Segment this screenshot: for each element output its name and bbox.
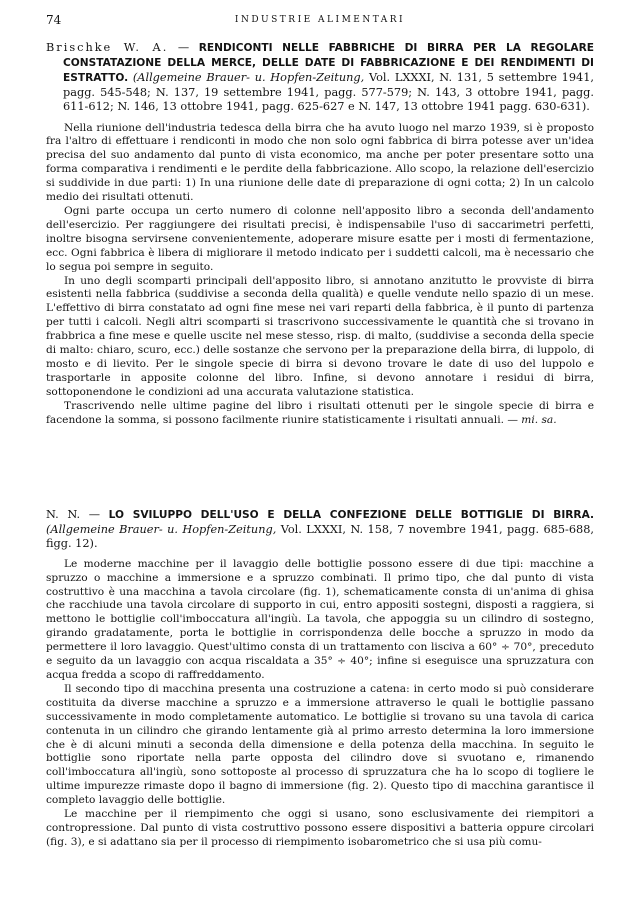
paragraph: In uno degli scomparti principali dell'apposito libro, si annotano anzitutto le provviste di birra esistenti nella fabbrica (suddivise a seconda della qualità) e quelle vendute nello spazio di un mese. L'effettivo di birra constatato ad ogni fine mese nei vari reparti della fabbrica, è il punto di partenza per tutti i calcoli. Negli altri scomparti si trascrivono successivamente le quantità che si trovano in frabbrica a fine mese e quelle uscite nel mese stesso, risp. di malto, (suddivise a seconda della specie di malto: chiaro, scuro, ecc.) delle sostanze che servono per la preparazione della birra, di luppolo, di mosto e di lievito. Per le singole specie di birra si devono trovare le date di uso del luppolo e trasportarle in apposite colonne del libro. Infine, si devono annotare i residui di birra, sottoponendone le condizioni ad una accurata valutazione statistica. [46, 274, 594, 398]
article-title: LO SVILUPPO DELL'USO E DELLA CONFEZIONE DELLE BOTTIGLIE DI BIRRA. [108, 509, 594, 521]
paragraph: Le moderne macchine per il lavaggio delle bottiglie possono essere di due tipi: macchine a spruzzo o macchine a immersione e a spruzzo combinati. Il primo tipo, che dal punto di vista costruttivo è una macchina a tavola circolare (fig. 1), schematicamente consta di un'anima di ghisa che racchiude una tavola circolare di supporto in cui, entro appositi sostegni, disposti a raggiera, si mettono le bottiglie coll'imboccatura all'ingiù. La tavola, che appoggia su un cilindro di sostegno, girando gradatamente, porta le bottiglie in corrispondenza delle bocche a spruzzo in modo da permettere il loro lavaggio. Quest'ultimo consta di un trattamento con lisciva a 60° ÷ 70°, preceduto e seguito da un lavaggio con acqua riscaldata a 35° ÷ 40°; infine si eseguisce una spruzzatura con acqua fredda a scopo di raffreddamento. [46, 557, 594, 681]
citation-details: Vol. LXXXI, N. 158, 7 novembre 1941, pagg. 685-688, figg. 12). [46, 522, 595, 550]
citation-details: Vol. LXXXI, N. 131, 5 settembre 1941, pagg. 545-548; N. 137, 19 settembre 1941, pagg. 577-579; N. 143, 3 ottobre 1941, pagg. 611-612; N. 146, 13 ottobre 1941, pagg. 625-627 e N. 147, 13 ottobre 1941 pagg. 630-631). [63, 70, 595, 113]
paragraph-final [46, 400, 594, 428]
paragraph: Il secondo tipo di macchina presenta una costruzione a catena: in certo modo si può considerare costituita da diverse macchine a spruzzo e a immersione attraverso le quali le bottiglie passano successivamente in modo completamente automatico. Le bottiglie si trovano su una tavola di carica contenuta in un cilindro che girando lentamente già al primo arresto determina la loro immersione che è di alcuni minuti a seconda della dimensione e della potenza della macchina. In seguito le bottiglie sono riportate nella parte opposta del cilindro dove si svuotano e, rimanendo coll'imboccatura all'ingiù, sono sottoposte al processo di spruzzatura che ha lo scopo di togliere le ultime impurezze rimaste dopo il bagno di immersione (fig. 2). Questo tipo di macchina garantisce il completo lavaggio delle bottiglie. [46, 682, 594, 807]
reviewer-initials: mi. sa. [521, 413, 557, 426]
paragraph-text: Trascrivendo nelle ultime pagine del libro i risultati ottenuti per le singole specie di birra e facendone la somma, si possono facilmente riunire statisticamente i risultati annuali. — [46, 399, 594, 426]
article-heading [46, 508, 594, 551]
running-head: INDUSTRIE ALIMENTARI [234, 15, 406, 25]
journal-name: (Allgemeine Brauer- u. Hopfen-Zeitung, [46, 522, 277, 536]
article-brischke [46, 41, 594, 427]
journal-name: (Allgemeine Brauer- u. Hopfen-Zeitung, [132, 70, 365, 84]
paragraph: Ogni parte occupa un certo numero di colonne nell'apposito libro a seconda dell'andamento dell'esercizio. Per raggiungere dei risultati precisi, è indispensabile l'uso di saccarimetri perfetti, inoltre bisogna servirsene convenientemente, adoperare misure esatte per i mosti di fermentazione, ecc. Ogni fabbrica è libera di migliorare il metodo indicato per i suddetti calcoli, ma è necessario che lo segua poi sempre in seguito. [46, 204, 594, 273]
article-heading [46, 41, 594, 114]
article-bottiglie [46, 508, 594, 850]
page-number: 74 [46, 13, 62, 27]
paragraph: Nella riunione dell'industria tedesca della birra che ha avuto luogo nel marzo 1939, si è proposto fra l'altro di effettuare i rendiconti in modo che non solo ogni fabbrica di birra potesse aver un'idea precisa del suo andamento dal punto di vista economico, ma anche per poter presentare sotto una forma comparativa i rendimenti e le perdite della fabbricazione. Allo scopo, la relazione dell'esercizio si suddivide in due parti: 1) In una riunione delle date di preparazione di ogni cotta; 2) In un calcolo medio dei risultati ottenuti. [46, 121, 594, 204]
paragraph: Le macchine per il riempimento che oggi si usano, sono esclusivamente dei riempitori a contropressione. Dal punto di vista costruttivo possono essere dispositivi a batteria oppure circolari (fig. 3), e si adattano sia per il processo di riempimento isobarometrico che si usa più comu- [46, 808, 594, 848]
article-title: RENDICONTI NELLE FABBRICHE DI BIRRA PER LA REGOLARE CONSTATAZIONE DELLA MERCE, DELLE DATE DI FABBRICAZIONE E DEI RENDIMENTI DI ESTRATTO. [63, 42, 594, 84]
heading-dash: — [88, 508, 101, 521]
page-header [46, 10, 594, 30]
article-author: N. N. [46, 508, 81, 521]
heading-dash: — [177, 41, 190, 54]
article-author: Brischke W. A. [46, 41, 169, 54]
